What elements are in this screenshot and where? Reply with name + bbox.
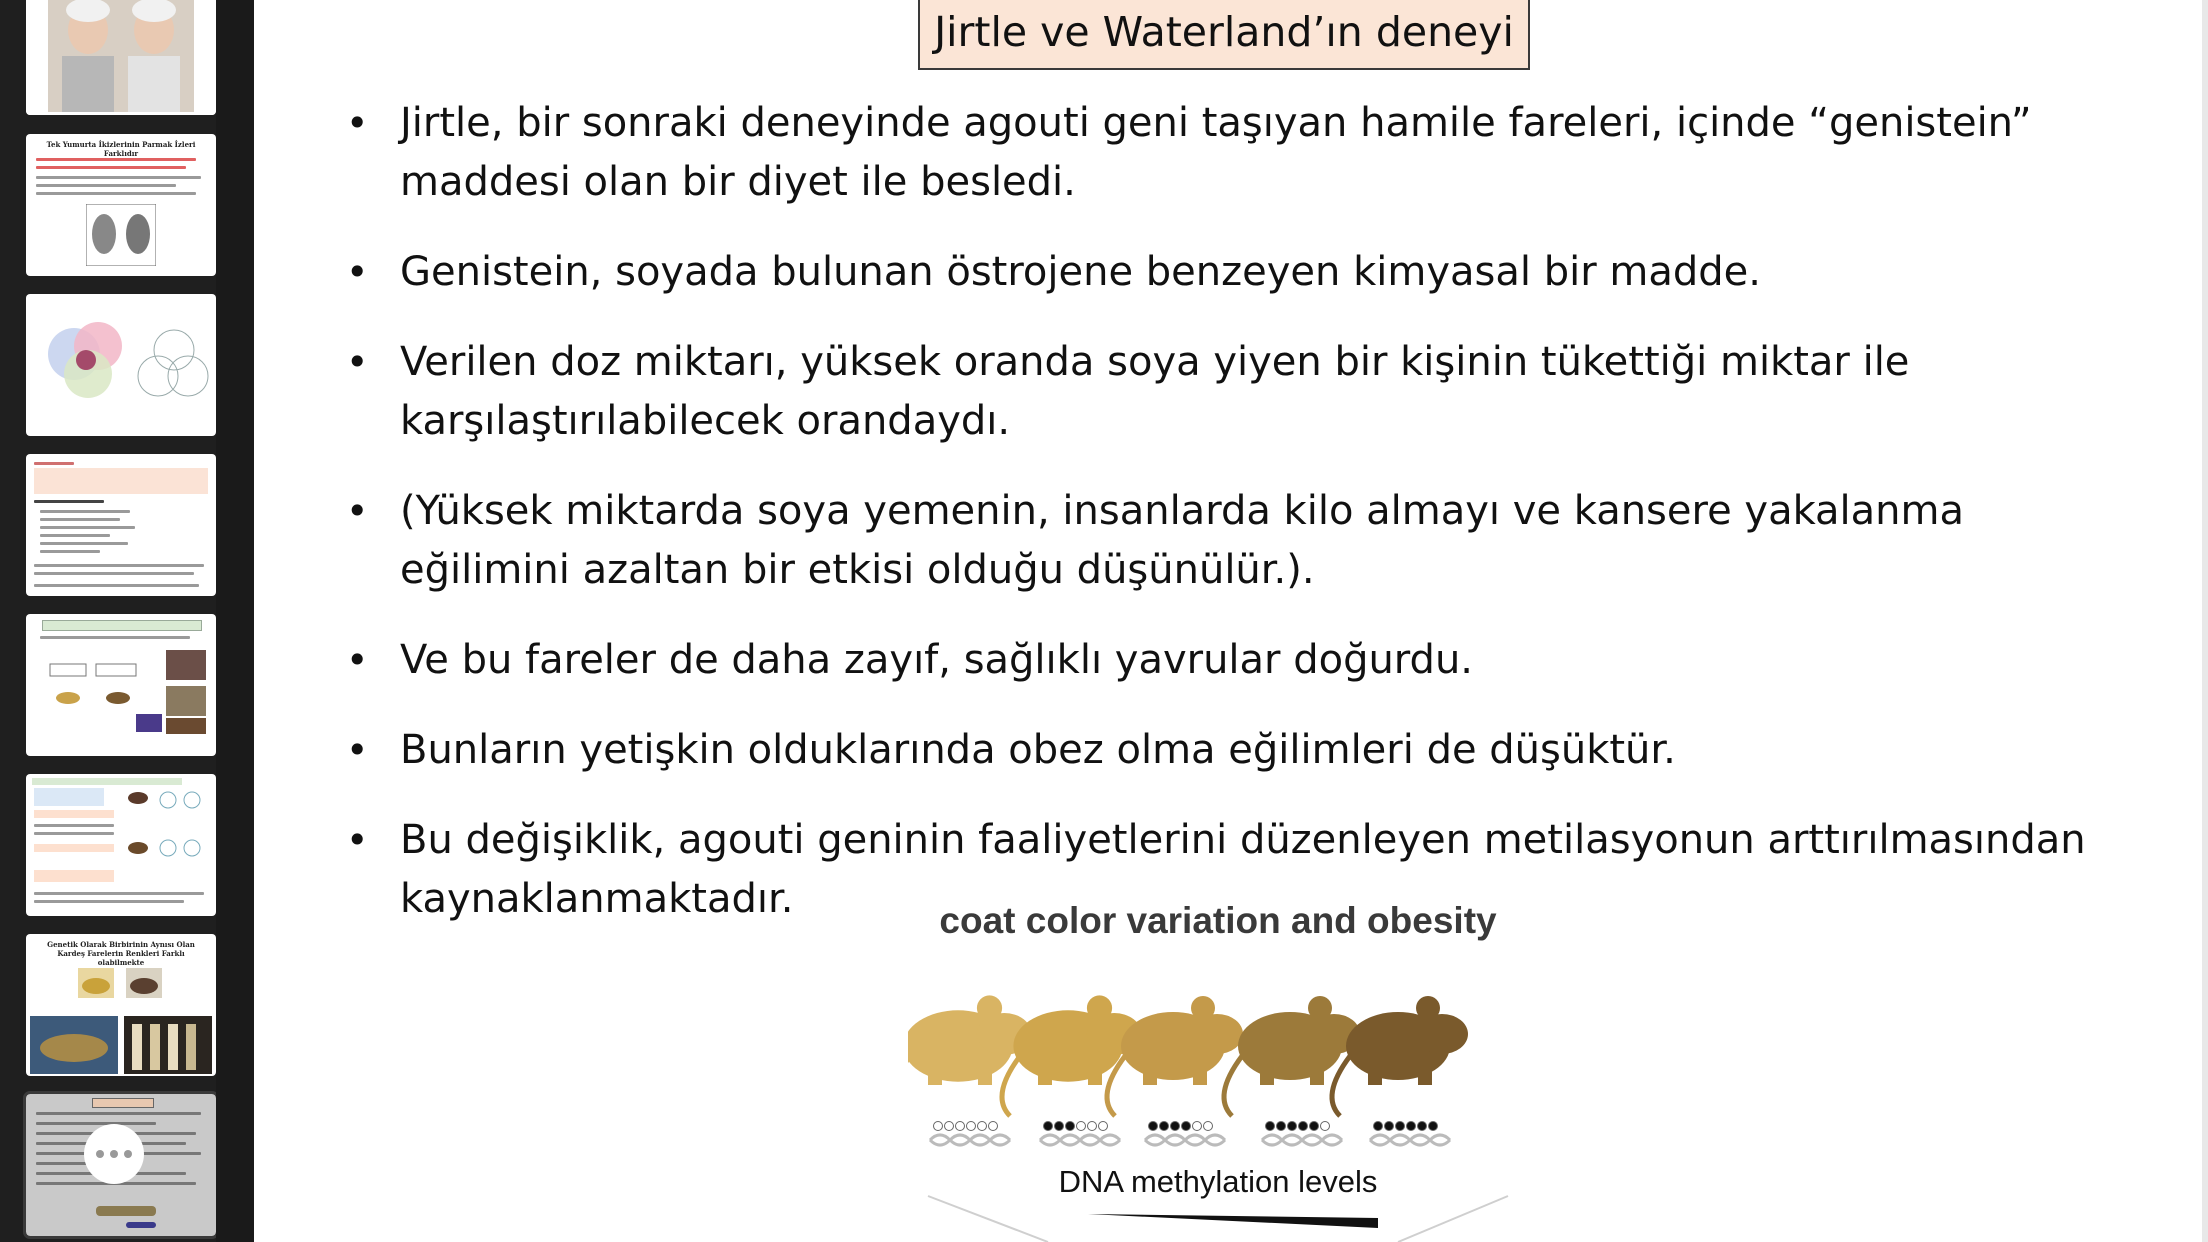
methylation-dots-3: [1145, 1122, 1225, 1146]
bullet-item: • (Yüksek miktarda soya yemenin, insanlarda kilo almayı ve kansere yakalanma eğilimini azaltan bir etkisi olduğu düşünülür.).: [346, 482, 2126, 600]
fingerprint-image: [86, 204, 156, 266]
methylation-wedge: [1088, 1214, 1378, 1228]
slide-thumbnail-7[interactable]: [26, 934, 216, 1076]
methylation-dots-5: [1370, 1122, 1450, 1146]
figure-title: coat color variation and obesity: [939, 900, 1497, 941]
dot-icon: [110, 1150, 118, 1158]
slide-thumbnail-6[interactable]: [26, 774, 216, 916]
bullet-item: • Verilen doz miktarı, yüksek oranda soya yiyen bir kişinin tükettiği miktar ile karşılaştırılabilecek orandaydı.: [346, 333, 2126, 451]
methylation-dots-4: [1262, 1122, 1342, 1146]
more-options-button[interactable]: [84, 1124, 144, 1184]
coat-color-figure: [908, 896, 1588, 1242]
slide-thumbnail-5[interactable]: [26, 614, 216, 756]
dot-icon: [124, 1150, 132, 1158]
mice-photo-image: [26, 962, 216, 1076]
figure-caption: DNA methylation levels: [1058, 1164, 1378, 1199]
venn-diagram-image: [26, 294, 216, 436]
bullet-list: [346, 94, 2126, 960]
thumbnail-title: Tek Yumurta İkizlerinin Parmak İzleri Farklıdır: [46, 140, 196, 158]
mice-diagram-image: [122, 786, 212, 896]
slide-thumbnail-3[interactable]: [26, 294, 216, 436]
mouse-1: [908, 995, 1032, 1116]
slide-thumbnail-8-current[interactable]: [26, 1094, 216, 1236]
slide-thumbnail-4[interactable]: [26, 454, 216, 596]
twins-photo-image: [26, 0, 216, 115]
slide-title: Jirtle ve Waterland’ın deneyi: [918, 0, 1530, 70]
methylation-dots-2: [1040, 1122, 1120, 1146]
slide-canvas: [254, 0, 2208, 1242]
bullet-item: • Bu değişiklik, agouti geninin faaliyetlerini düzenleyen metilasyonun arttırılmasından kaynaklanmaktadır.: [346, 811, 2126, 929]
mouse-4: [1224, 996, 1360, 1116]
bullet-item: • Jirtle, bir sonraki deneyinde agouti geni taşıyan hamile fareleri, içinde “genistein” maddesi olan bir diyet ile besledi.: [346, 94, 2126, 212]
bullet-item: • Bunların yetişkin olduklarında obez olma eğilimleri de düşüktür.: [346, 721, 2126, 780]
slide-edge: [2202, 0, 2208, 1242]
panel-divider: [216, 0, 254, 1242]
slide-thumbnail-1[interactable]: [26, 0, 216, 115]
methylation-dots-1: [930, 1122, 1010, 1146]
thumbnail-title: Genetik Olarak Birbirinin Aynısı Olan Kardeş Farelerin Renkleri Farklı olabilmekte: [47, 940, 195, 967]
dot-icon: [96, 1150, 104, 1158]
slide-thumbnail-2[interactable]: [26, 134, 216, 276]
mouse-5: [1332, 996, 1468, 1116]
mouse-2: [1002, 995, 1142, 1116]
bullet-item: • Ve bu fareler de daha zayıf, sağlıklı yavrular doğurdu.: [346, 631, 2126, 690]
agouti-diagram-image: [36, 644, 211, 734]
bullet-item: • Genistein, soyada bulunan östrojene benzeyen kimyasal bir madde.: [346, 243, 2126, 302]
